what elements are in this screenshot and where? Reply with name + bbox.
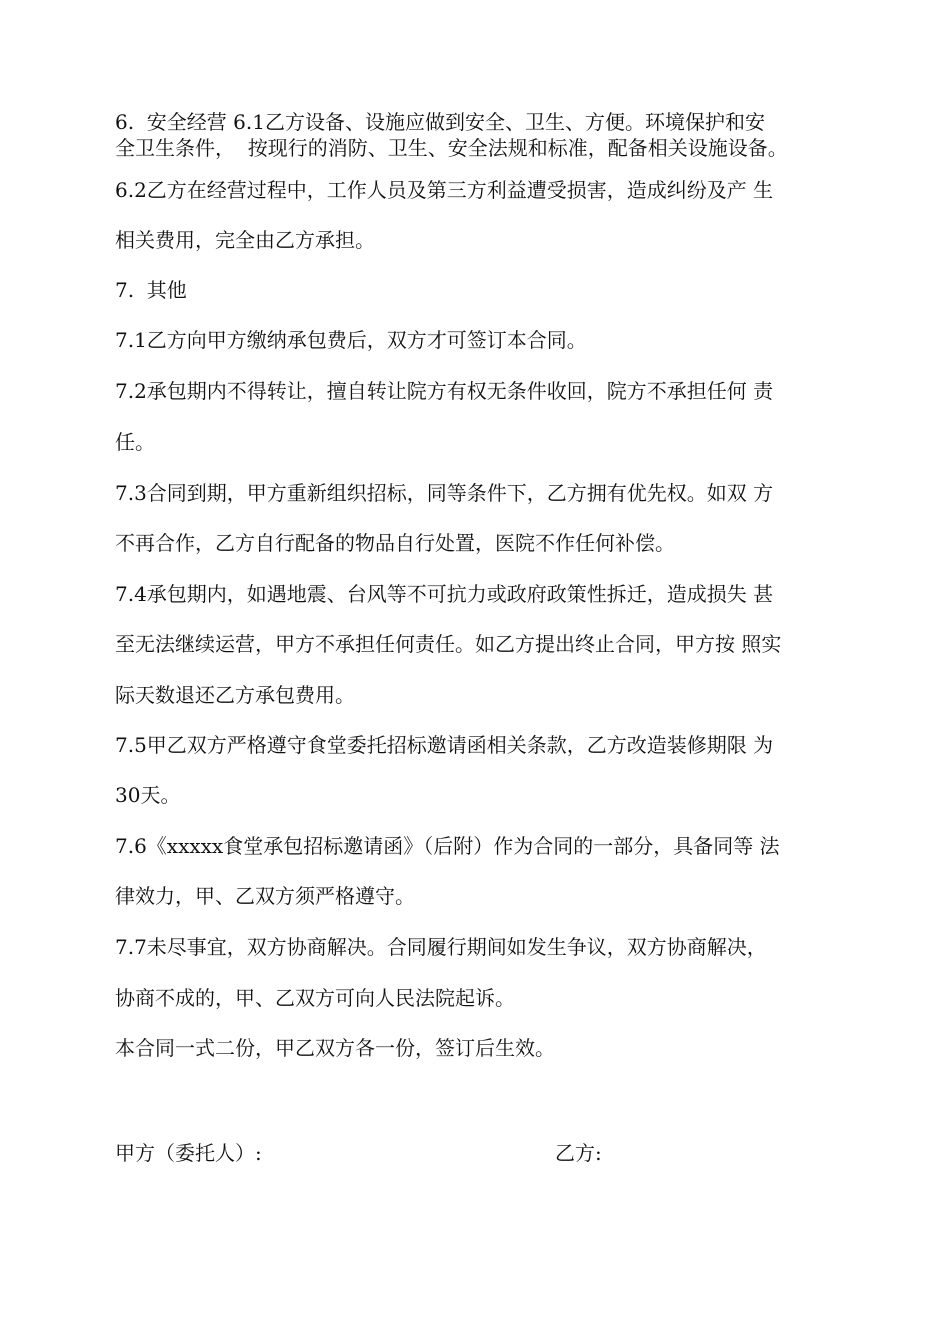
clause-6-2-line-1: 6.2乙方在经营过程中，工作人员及第三方利益遭受损害，造成纠纷及产 生 xyxy=(115,178,774,202)
clause-7-6-line-1: 7.6《xxxxx食堂承包招标邀请函》（后附）作为合同的一部分，具备同等 法 xyxy=(115,834,780,858)
clause-7-1: 7.1乙方向甲方缴纳承包费后，双方才可签订本合同。 xyxy=(115,328,587,352)
clause-6-2-line-2: 相关费用，完全由乙方承担。 xyxy=(115,228,375,252)
clause-7-5-line-1: 7.5甲乙双方严格遵守食堂委托招标邀请函相关条款，乙方改造装修期限 为 xyxy=(115,733,774,757)
clause-7-4-line-3: 际天数退还乙方承包费用。 xyxy=(115,683,355,707)
section-7-heading: 7. 其他 xyxy=(115,278,187,302)
party-a-signature-label: 甲方（委托人）: xyxy=(115,1141,262,1165)
clause-7-4-line-2: 至无法继续运营，甲方不承担任何责任。如乙方提出终止合同，甲方按 照实 xyxy=(115,632,782,656)
clause-7-4-line-1: 7.4承包期内，如遇地震、台风等不可抗力或政府政策性拆迁，造成损失 甚 xyxy=(115,582,774,606)
clause-7-6-line-2: 律效力，甲、乙双方须严格遵守。 xyxy=(115,884,415,908)
clause-7-3-line-1: 7.3合同到期，甲方重新组织招标，同等条件下，乙方拥有优先权。如双 方 xyxy=(115,481,774,505)
clause-6-line-1: 6. 安全经营 6.1乙方设备、设施应做到安全、卫生、方便。环境保护和安 xyxy=(115,110,765,134)
clause-6-line-2: 全卫生条件， 按现行的消防、卫生、安全法规和标准，配备相关设施设备。 xyxy=(115,136,788,160)
party-b-signature-label: 乙方: xyxy=(555,1141,602,1165)
clause-7-3-line-2: 不再合作，乙方自行配备的物品自行处置，医院不作任何补偿。 xyxy=(115,531,675,555)
clause-7-2-line-2: 任。 xyxy=(115,430,155,454)
clause-7-7-line-1: 7.7未尽事宜，双方协商解决。合同履行期间如发生争议，双方协商解决， xyxy=(115,935,767,959)
clause-7-2-line-1: 7.2承包期内不得转让，擅自转让院方有权无条件收回，院方不承担任何 责 xyxy=(115,379,774,403)
clause-7-5-line-2: 30天。 xyxy=(115,783,181,807)
closing-statement: 本合同一式二份，甲乙双方各一份，签订后生效。 xyxy=(115,1036,555,1060)
clause-7-7-line-2: 协商不成的，甲、乙双方可向人民法院起诉。 xyxy=(115,986,515,1010)
